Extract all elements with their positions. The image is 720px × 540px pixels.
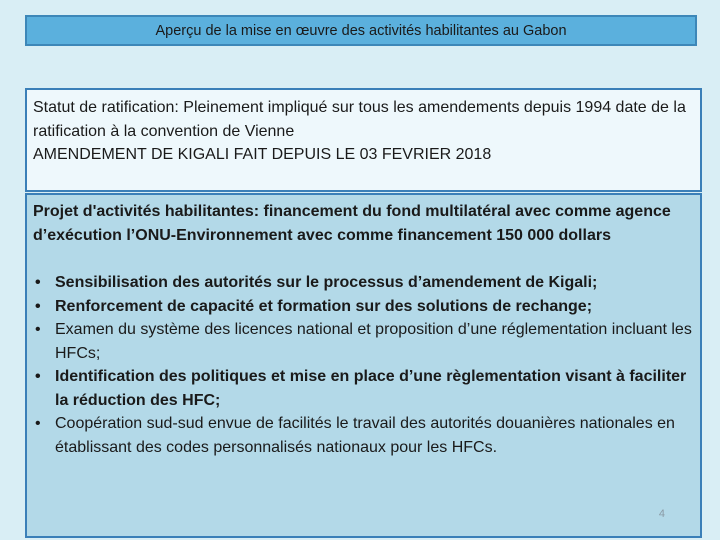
list-item-text: Renforcement de capacité et formation sur des solutions de rechange; bbox=[55, 297, 593, 315]
bullet-icon: • bbox=[35, 368, 41, 385]
list-item-text: Examen du système des licences national et proposition d’une réglementation incluant les HFCs; bbox=[55, 321, 692, 362]
activity-list bbox=[33, 271, 692, 459]
bullet-icon: • bbox=[35, 321, 41, 338]
slide-title bbox=[25, 15, 697, 46]
ratification-status: Statut de ratification: Pleinement impliqué sur tous les amendements depuis 1994 date de la ratification à la convention de Vienne bbox=[33, 99, 686, 140]
page-number: 4 bbox=[658, 508, 665, 520]
bullet-icon: • bbox=[35, 415, 41, 432]
slide-title-text: Aperçu de la mise en œuvre des activités habilitantes au Gabon bbox=[155, 22, 567, 39]
kigali-amendment-status: AMENDEMENT DE KIGALI FAIT DEPUIS LE 03 FEVRIER 2018 bbox=[33, 146, 492, 163]
list-item-text: Coopération sud-sud envue de facilités le travail des autorités douanières nationales en établissant des codes personnalisés nationaux pour les HFCs. bbox=[55, 415, 675, 456]
list-item bbox=[33, 412, 692, 459]
list-item bbox=[33, 295, 692, 319]
project-panel bbox=[25, 193, 702, 538]
list-item bbox=[33, 318, 692, 365]
list-item bbox=[33, 365, 692, 412]
ratification-panel bbox=[25, 88, 702, 192]
list-item-text: Sensibilisation des autorités sur le processus d’amendement de Kigali; bbox=[55, 274, 598, 291]
bullet-icon: • bbox=[35, 297, 41, 315]
project-intro: Projet d'activités habilitantes: financement du fond multilatéral avec comme agence d’exécution l’ONU-Environnement avec comme financement 150 000 dollars bbox=[33, 203, 671, 244]
bullet-icon: • bbox=[35, 274, 41, 291]
list-item-text: Identification des politiques et mise en place d’une règlementation visant à faciliter la réduction des HFC; bbox=[55, 368, 687, 409]
list-item bbox=[33, 271, 692, 295]
